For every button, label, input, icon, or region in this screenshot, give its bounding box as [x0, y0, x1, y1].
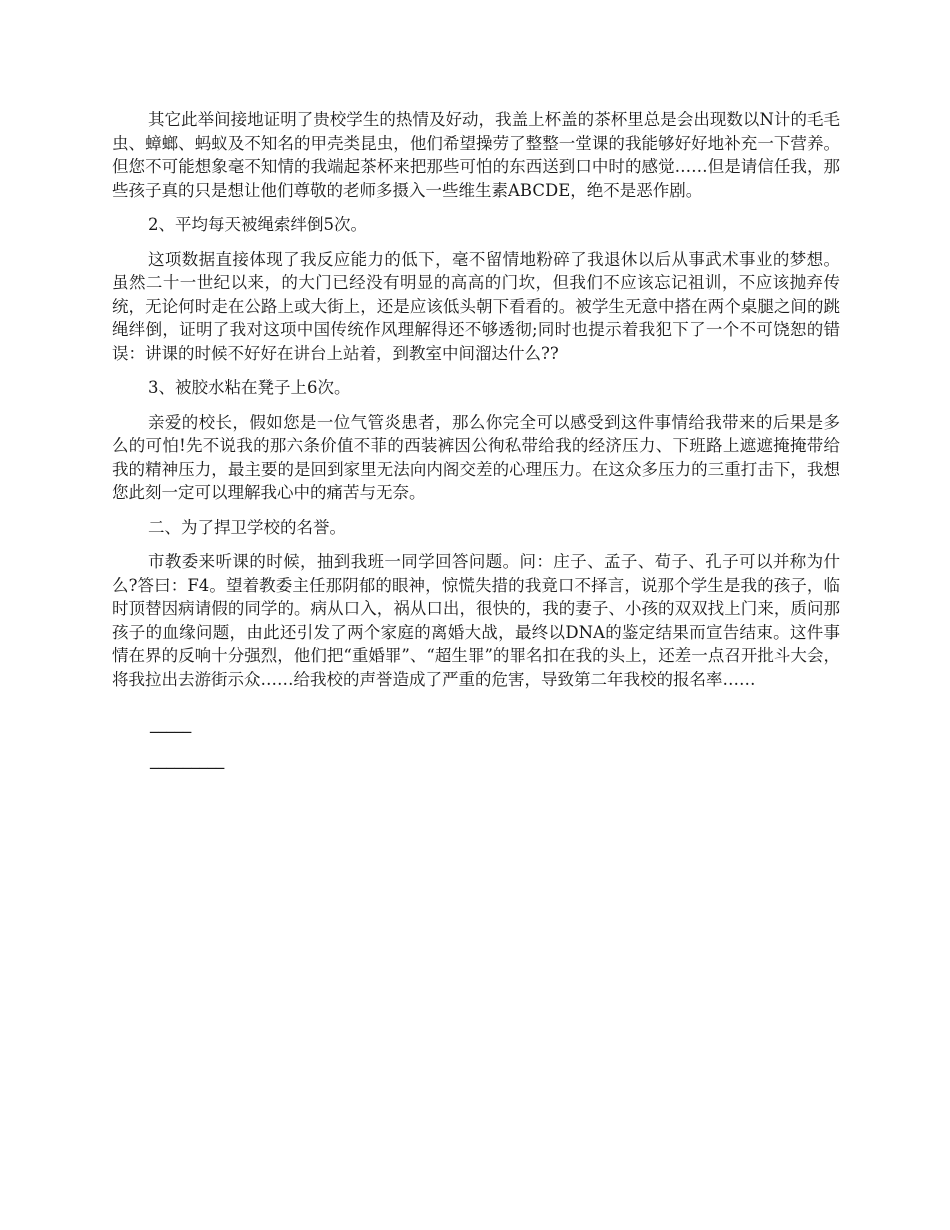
item-heading-3: 3、被胶水粘在凳子上6次。 [148, 378, 351, 397]
paragraph-rope: 这项数据直接体现了我反应能力的低下，毫不留情地粉碎了我退休以后从事武术事业的梦想。虽然二十一世纪以来，的大门已经没有明显的高高的门坎，但我们不应该忘记祖训，不应该抛弃传统，无论何时走在公路上或大街上，还是应该低头朝下看看的。被学生无意中搭在两个桌腿之间的跳绳绊倒，证明了我对这项中国传统作风理解得还不够透彻;同时也提示着我犯下了一个不可饶恕的错误：讲课的时候不好好在讲台上站着，到教室中间溜达什么?? [112, 249, 840, 363]
document-body [112, 108, 840, 767]
paragraph-reputation: 市教委来听课的时候，抽到我班一同学回答问题。问：庄子、孟子、荀子、孔子可以并称为什么?答曰：F4。望着教委主任那阴郁的眼神，惊慌失措的我竟口不择言，说那个学生是我的孩子，临时顶替因病请假的同学的。病从口入，祸从口出，很快的，我的妻子、小孩的双双找上门来，质问那孩子的血缘问题，由此还引发了两个家庭的离婚大战，最终以DNA的鉴定结果而宣告结束。这件事情在界的反响十分强烈，他们把“重婚罪”、“超生罪”的罪名扣在我的头上，还差一点召开批斗大会，将我拉出去游街示众……给我校的声誉造成了严重的危害，导致第二年我校的报名率…… [112, 552, 840, 689]
blank-line-long: _________ [150, 750, 225, 769]
paragraph-tea-cup: 其它此举间接地证明了贵校学生的热情及好动，我盖上杯盖的茶杯里总是会出现数以N计的毛毛虫、蟑螂、蚂蚁及不知名的甲壳类昆虫，他们希望操劳了整整一堂课的我能够好好地补充一下营养。但您不可能想象毫不知情的我端起茶杯来把那些可怕的东西送到口中时的感觉……但是请信任我，那些孩子真的只是想让他们尊敬的老师多摄入一些维生素ABCDE，绝不是恶作剧。 [112, 110, 840, 200]
paragraph-glue: 亲爱的校长，假如您是一位气管炎患者，那么你完全可以感受到这件事情给我带来的后果是多么的可怕!先不说我的那六条价值不菲的西装裤因公徇私带给我的经济压力、下班路上遮遮掩掩带给我的精神压力，最主要的是回到家里无法向内阁交差的心理压力。在这众多压力的三重打击下，我想您此刻一定可以理解我心中的痛苦与无奈。 [112, 412, 840, 502]
section-heading-reputation: 二、为了捍卫学校的名誉。 [148, 517, 346, 537]
blank-line-short: _____ [150, 714, 192, 733]
item-heading-2: 2、平均每天被绳索绊倒5次。 [148, 215, 367, 234]
